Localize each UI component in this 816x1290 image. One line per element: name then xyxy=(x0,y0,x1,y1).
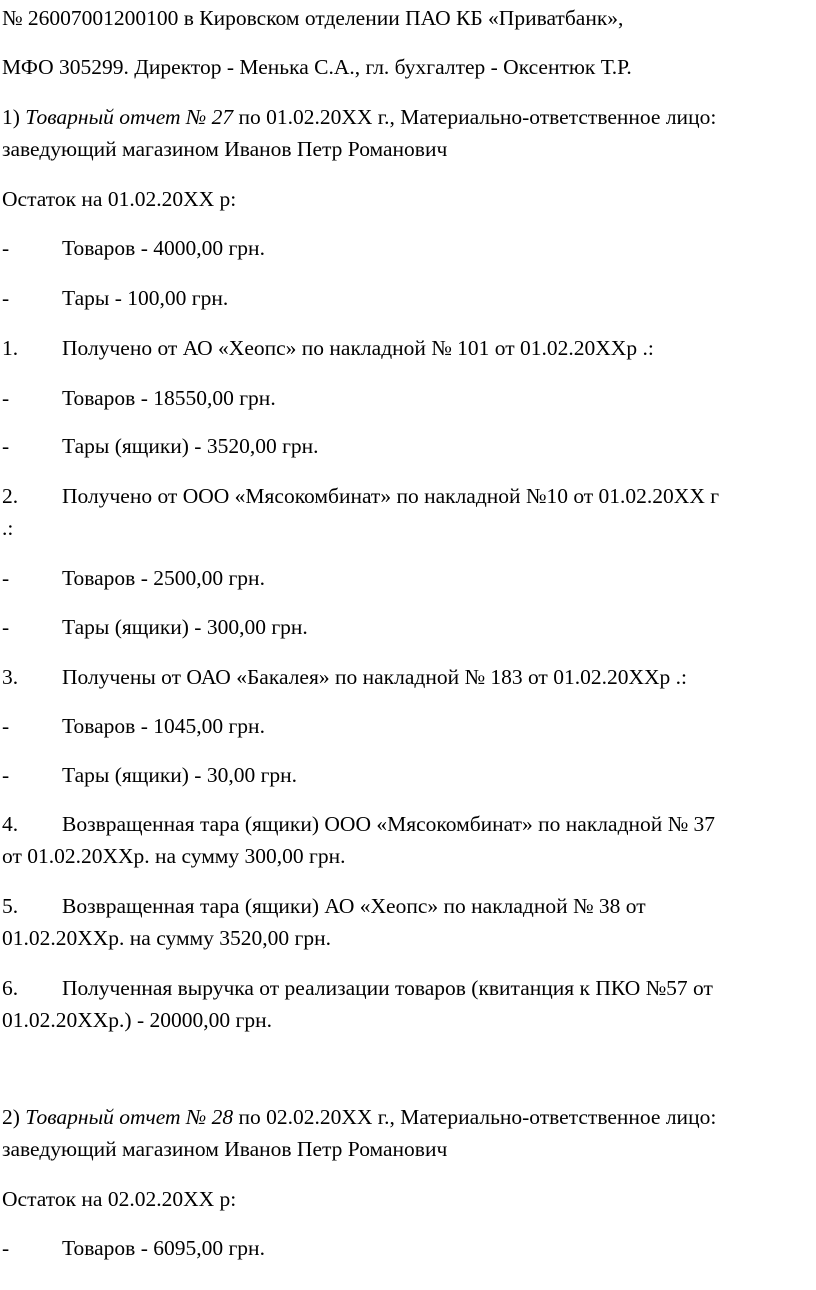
report1-number: 1) xyxy=(2,105,20,129)
list-item xyxy=(2,232,265,264)
list-item-text: Товаров - 6095,00 грн. xyxy=(62,1236,265,1260)
list-marker: 3. xyxy=(2,665,19,689)
list-marker: - xyxy=(2,615,10,639)
list-marker: 6. xyxy=(2,976,19,1000)
list-item xyxy=(2,430,319,462)
list-item-text: Товаров - 2500,00 грн. xyxy=(62,566,265,590)
report1-heading xyxy=(2,101,716,133)
list-item-text: Товаров - 4000,00 грн. xyxy=(62,236,265,260)
list-item xyxy=(2,808,715,840)
list-marker: - xyxy=(2,386,10,410)
list-item xyxy=(2,661,687,693)
list-item-continuation: от 01.02.20ХХр. на сумму 300,00 грн. xyxy=(2,844,346,868)
list-item-continuation: 01.02.20ХХр. на сумму 3520,00 грн. xyxy=(2,926,331,950)
list-item-text: Получено от АО «Хеопс» по накладной № 101 от 01.02.20ХХр .: xyxy=(62,336,654,360)
list-item-text: Тары (ящики) - 30,00 грн. xyxy=(62,763,298,787)
list-item-text: Получено от ООО «Мясокомбинат» по накладной №10 от 01.02.20ХХ г xyxy=(62,484,720,508)
report2-responsible-person: заведующий магазином Иванов Петр Романович xyxy=(2,1137,448,1161)
list-item xyxy=(2,710,265,742)
list-marker: - xyxy=(2,714,10,738)
list-marker: 4. xyxy=(2,812,19,836)
list-item xyxy=(2,611,308,643)
list-marker: - xyxy=(2,566,10,590)
report2-heading-rest: по 02.02.20ХХ г., Материально-ответственное лицо: xyxy=(233,1105,717,1129)
list-item-text: Тары (ящики) - 3520,00 грн. xyxy=(62,434,319,458)
report1-heading-rest: по 01.02.20ХХ г., Материально-ответственное лицо: xyxy=(233,105,717,129)
report1-balance-heading: Остаток на 01.02.20ХХ р: xyxy=(2,187,237,211)
list-item xyxy=(2,890,646,922)
report2-number: 2) xyxy=(2,1105,20,1129)
list-marker: - xyxy=(2,434,10,458)
list-item xyxy=(2,382,276,414)
list-item-text: Полученная выручка от реализации товаров (квитанция к ПКО №57 от xyxy=(62,976,713,1000)
report2-balance-heading: Остаток на 02.02.20ХХ р: xyxy=(2,1187,237,1211)
list-item-text: Возвращенная тара (ящики) ООО «Мясокомбинат» по накладной № 37 xyxy=(62,812,716,836)
list-item xyxy=(2,1232,265,1264)
report2-title: Товарный отчет № 28 xyxy=(25,1105,234,1129)
list-item xyxy=(2,332,654,364)
list-marker: - xyxy=(2,286,10,310)
list-marker: - xyxy=(2,1236,10,1260)
list-item-continuation: 01.02.20ХХр.) - 20000,00 грн. xyxy=(2,1008,272,1032)
report2-heading xyxy=(2,1101,716,1133)
list-item-text: Тары (ящики) - 300,00 грн. xyxy=(62,615,308,639)
list-marker: - xyxy=(2,236,10,260)
list-item-text: Товаров - 1045,00 грн. xyxy=(62,714,265,738)
list-item-text: Получены от ОАО «Бакалея» по накладной № 183 от 01.02.20ХХр .: xyxy=(62,665,687,689)
list-item-text: Тары - 100,00 грн. xyxy=(62,286,229,310)
list-marker: 2. xyxy=(2,484,19,508)
list-item-continuation: .: xyxy=(2,516,14,540)
list-item-text: Возвращенная тара (ящики) АО «Хеопс» по накладной № 38 от xyxy=(62,894,646,918)
list-marker: 1. xyxy=(2,336,19,360)
report1-responsible-person: заведующий магазином Иванов Петр Романович xyxy=(2,137,448,161)
bank-account-line: № 26007001200100 в Кировском отделении ПАО КБ «Приватбанк», xyxy=(2,6,624,30)
list-item xyxy=(2,282,228,314)
list-marker: 5. xyxy=(2,894,19,918)
list-marker: - xyxy=(2,763,10,787)
list-item xyxy=(2,562,265,594)
list-item xyxy=(2,759,297,791)
list-item xyxy=(2,972,713,1004)
list-item-text: Товаров - 18550,00 грн. xyxy=(62,386,276,410)
requisites-line: МФО 305299. Директор - Менька С.А., гл. бухгалтер - Оксентюк Т.Р. xyxy=(2,55,632,79)
list-item xyxy=(2,480,719,512)
report1-title: Товарный отчет № 27 xyxy=(25,105,234,129)
